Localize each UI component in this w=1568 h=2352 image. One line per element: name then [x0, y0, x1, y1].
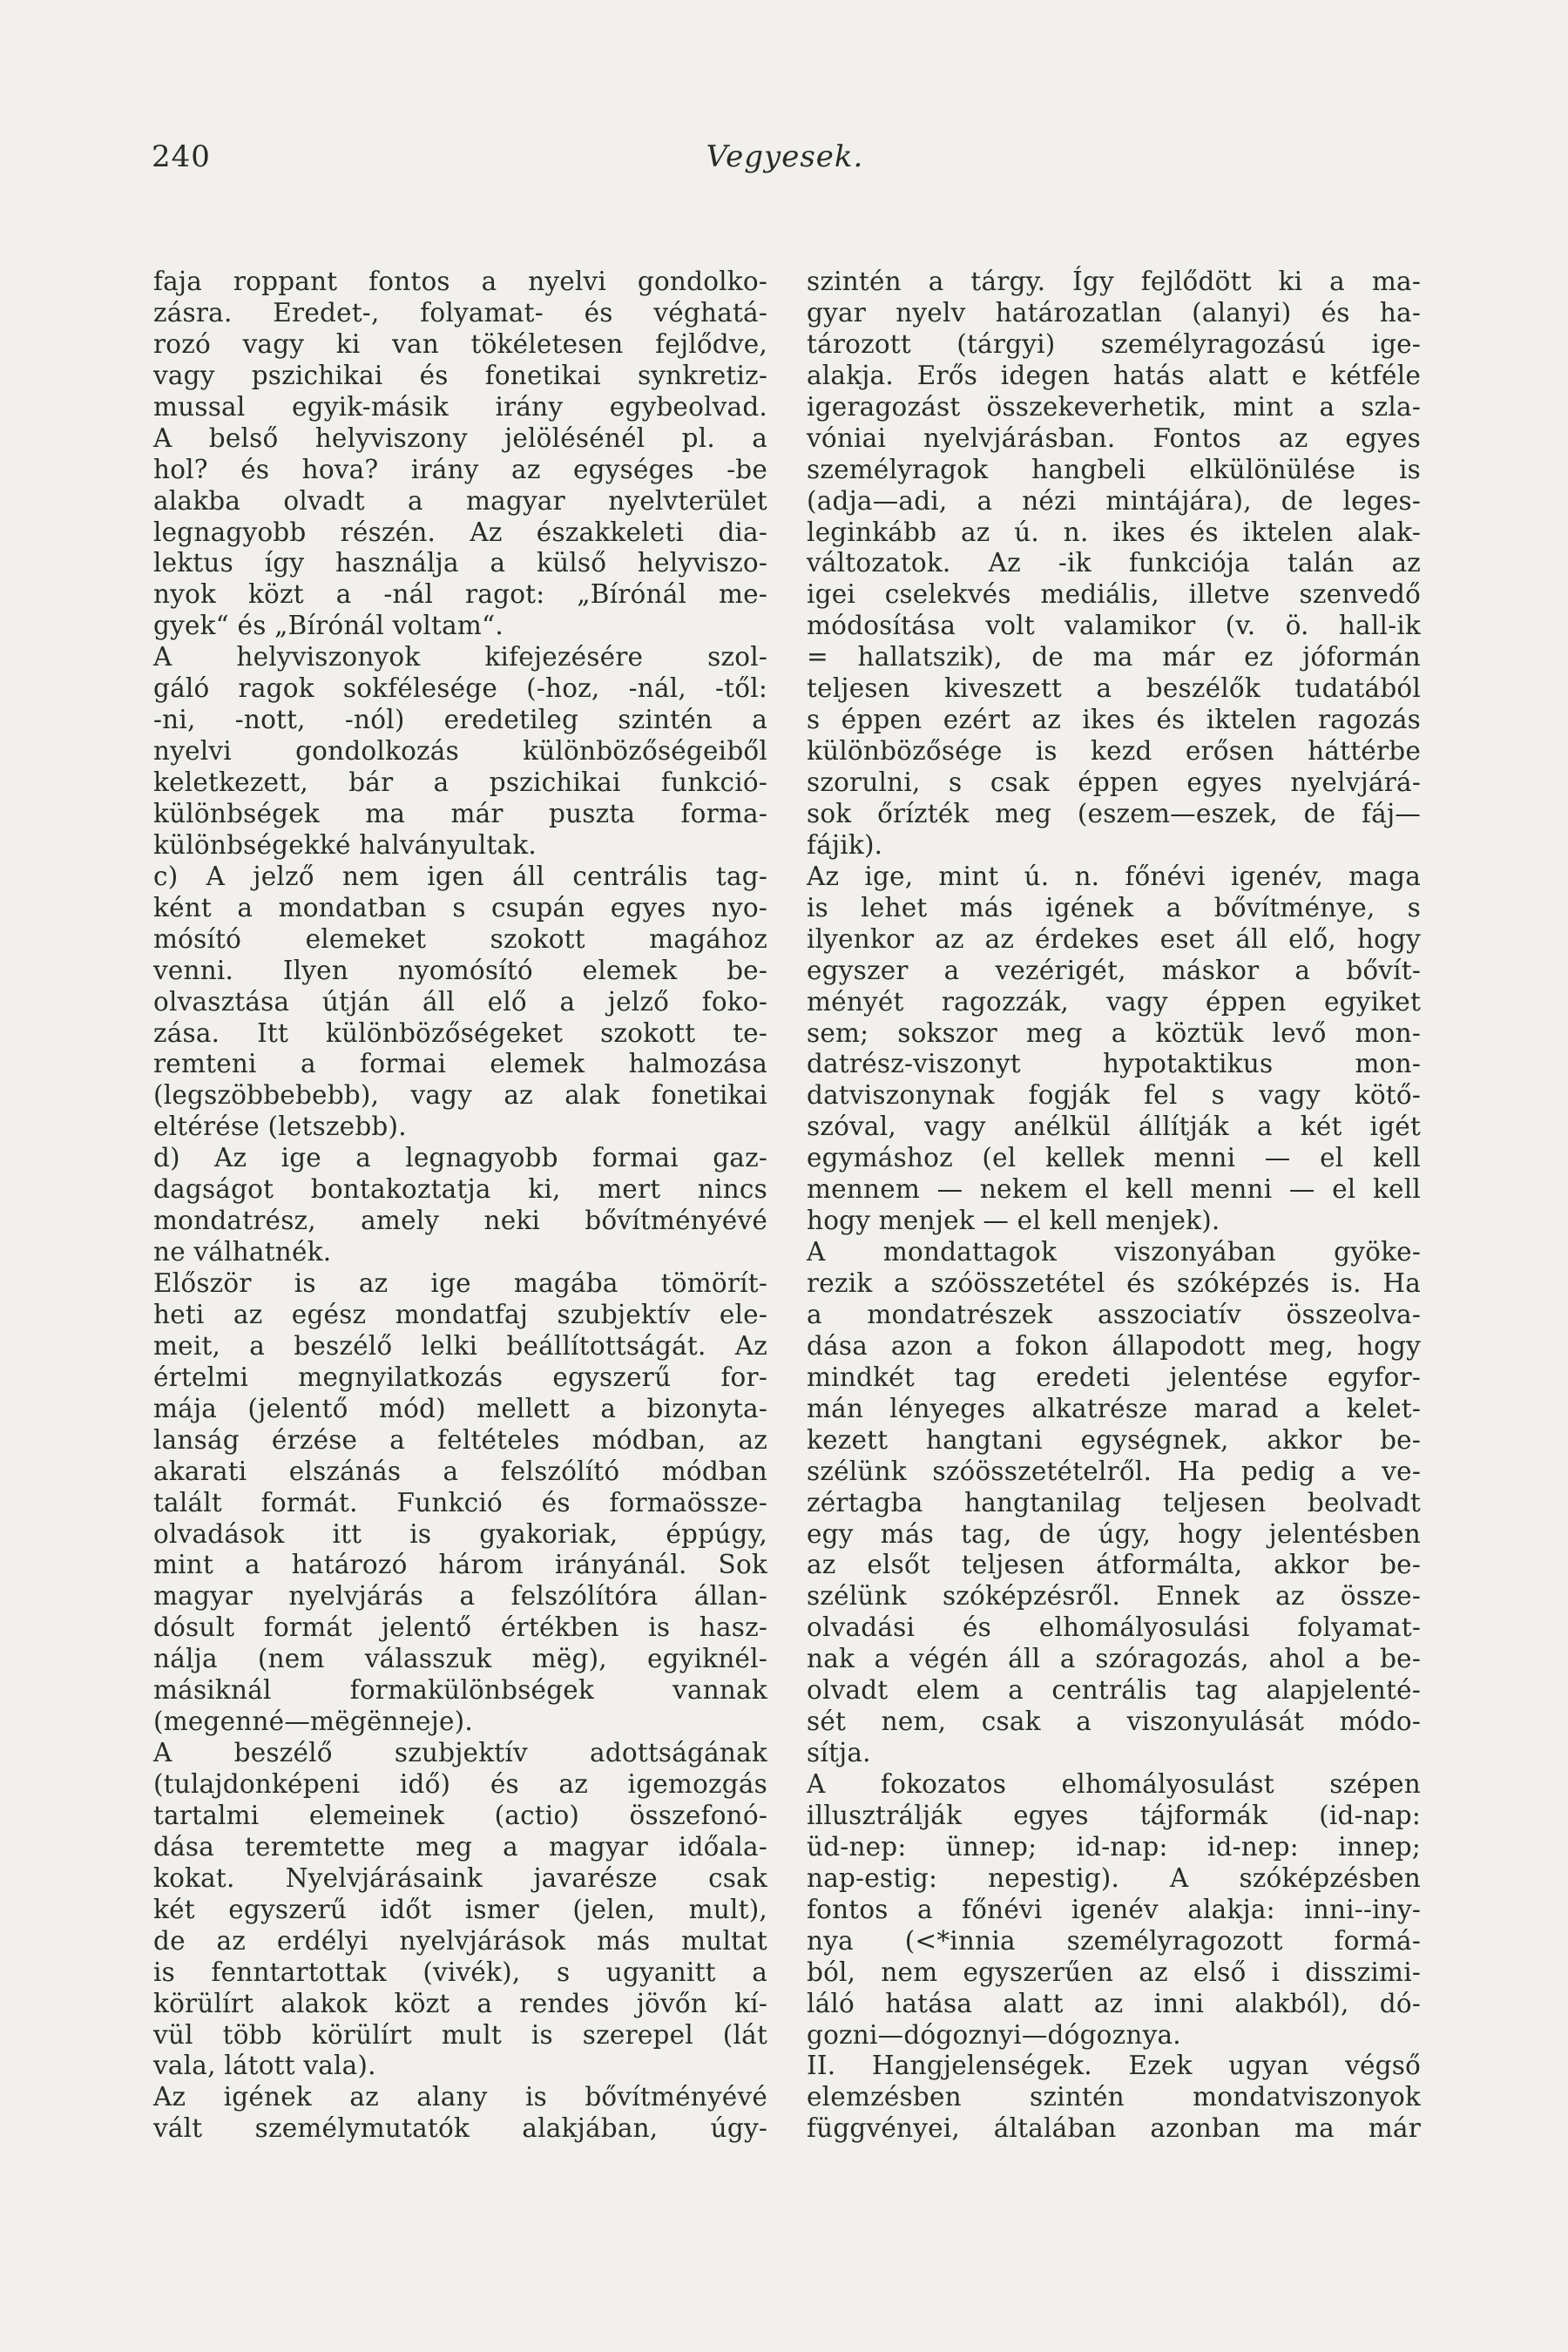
text-line: heti az egész mondatfaj szubjektív ele- — [153, 1299, 767, 1329]
text-line: is lehet más igének a bővítménye, s — [807, 892, 1421, 923]
text-line: fájik). — [807, 829, 883, 860]
text-line: személyragok hangbeli elkülönülése is — [807, 454, 1421, 484]
text-line: másiknál formakülönbségek vannak — [153, 1675, 767, 1706]
text-line: mussal egyik-másik irány egybeolvad. — [153, 391, 767, 422]
text-line: illusztrálják egyes tájformák (id-nap: — [807, 1800, 1421, 1830]
text-line: A beszélő szubjektív adottságának — [153, 1738, 767, 1768]
text-line: sét nem, csak a viszonyulását módo- — [807, 1707, 1421, 1737]
text-line: ményét ragozzák, vagy éppen egyiket — [807, 986, 1421, 1017]
text-line: datviszonynak fogják fel s vagy kötő- — [807, 1080, 1421, 1111]
text-line: tartalmi elemeinek (actio) összefonó- — [153, 1800, 767, 1830]
text-line: talált formát. Funkció és formaössze- — [153, 1487, 767, 1517]
text-line: nap-estig: nepestig). A szóképzésben — [807, 1862, 1421, 1893]
text-line: gozni—dógoznyi—dógoznya. — [807, 2019, 1181, 2050]
text-line: magyar nyelvjárás a felszólítóra állan- — [153, 1581, 767, 1612]
text-line: s éppen ezért az ikes és iktelen ragozás — [807, 705, 1421, 735]
text-line: tározott (tárgyi) személyragozású ige- — [807, 328, 1421, 359]
text-line: ként a mondatban s csupán egyes nyo- — [153, 892, 767, 923]
text-line: vala, látott vala). — [153, 2051, 376, 2081]
text-line: mondatrész, amely neki bővítményévé — [153, 1206, 767, 1236]
text-line: (megenné—mëgënneje). — [153, 1707, 473, 1737]
text-line: láló hatása alatt az inni alakból), dó- — [807, 1988, 1421, 2018]
text-line: olvasztása útján áll elő a jelző foko- — [153, 986, 767, 1017]
text-line: módosítása volt valamikor (v. ö. hall-ik — [807, 611, 1421, 641]
text-line: nálja (nem válasszuk mëg), egyiknél- — [153, 1644, 767, 1674]
text-line: gyek“ és „Bírónál voltam“. — [153, 611, 504, 641]
text-line: rozó vagy ki van tökéletesen fejlődve, — [153, 328, 767, 359]
text-line: alakba olvadt a magyar nyelvterület — [153, 485, 767, 516]
text-line: rezik a szóösszetétel és szóképzés is. Ha — [807, 1268, 1421, 1298]
text-line: nyok közt a -nál ragot: „Bírónál me- — [153, 579, 767, 610]
text-line: szintén a tárgy. Így fejlődött ki a ma- — [807, 267, 1421, 296]
text-line: olvadási és elhomályosulási folyamat- — [807, 1612, 1421, 1643]
text-line: kokat. Nyelvjárásaink javarésze csak — [153, 1862, 767, 1893]
text-line: egy más tag, de úgy, hogy jelentésben — [807, 1518, 1421, 1549]
text-line: mint a határozó három irányánál. Sok — [153, 1550, 767, 1580]
text-line: nyelvi gondolkozás különbözőségeiből — [153, 736, 767, 767]
text-line: hogy menjek — el kell menjek). — [807, 1206, 1220, 1236]
text-line: mósító elemeket szokott magához — [153, 923, 767, 954]
text-line: = hallatszik), de ma már ez jóformán — [807, 642, 1421, 672]
text-line: hol? és hova? irány az egységes -be — [153, 454, 767, 484]
text-line: nya (<*innia személyragozott formá- — [807, 1925, 1421, 1956]
page-number: 240 — [152, 139, 211, 174]
text-line: két egyszerű időt ismer (jelen, mult), — [153, 1894, 767, 1924]
text-line: is fenntartottak (vivék), s ugyanitt a — [153, 1957, 767, 1987]
right-column — [807, 267, 1421, 2145]
text-line: leginkább az ú. n. ikes és iktelen alak- — [807, 517, 1421, 547]
text-line: fontos a főnévi igenév alakja: inni--iny- — [807, 1894, 1421, 1924]
text-line: egyszer a vezérigét, máskor a bővít- — [807, 955, 1421, 985]
text-line: szorulni, s csak éppen egyes nyelvjárá- — [807, 767, 1421, 797]
text-line: -ni, -nott, -nól) eredetileg szintén a — [153, 705, 767, 735]
text-line: dása teremtette meg a magyar időala- — [153, 1831, 767, 1862]
text-line: mán lényeges alkatrésze marad a kelet- — [807, 1393, 1421, 1423]
text-line: meit, a beszélő lelki beállítottságát. Az — [153, 1330, 767, 1361]
text-line: vóniai nyelvjárásban. Fontos az egyes — [807, 422, 1421, 453]
text-line: dagságot bontakoztatja ki, mert nincs — [153, 1174, 767, 1205]
text-line: gyar nyelv határozatlan (alanyi) és ha- — [807, 297, 1421, 328]
text-line: vagy pszichikai és fonetikai synkretiz- — [153, 360, 767, 390]
text-line: eltérése (letszebb). — [153, 1112, 407, 1142]
text-line: (adja—adi, a nézi mintájára), de leges- — [807, 485, 1421, 516]
text-line: A helyviszonyok kifejezésére szol- — [153, 642, 767, 672]
text-line: gáló ragok sokfélesége (-hoz, -nál, -től: — [153, 673, 767, 704]
text-line: dósult formát jelentő értékben is hasz- — [153, 1612, 767, 1643]
text-line: sítja. — [807, 1738, 871, 1768]
text-line: szélünk szóképzésről. Ennek az össze- — [807, 1581, 1421, 1612]
text-line: igeragozást összekeverhetik, mint a szla- — [807, 391, 1421, 422]
text-line: A mondattagok viszonyában gyöke- — [807, 1237, 1421, 1267]
text-line: keletkezett, bár a pszichikai funkció- — [153, 767, 767, 797]
text-line: az elsőt teljesen átformálta, akkor be- — [807, 1550, 1421, 1580]
text-line: akarati elszánás a felszólító módban — [153, 1456, 767, 1486]
text-line: szélünk szóösszetételről. Ha pedig a ve- — [807, 1456, 1421, 1486]
text-line: ból, nem egyszerűen az első i disszimi- — [807, 1957, 1421, 1987]
text-line: mája (jelentő mód) mellett a bizonyta- — [153, 1393, 767, 1423]
text-line: de az erdélyi nyelvjárások más multat — [153, 1925, 767, 1956]
text-line: elemzésben szintén mondatviszonyok — [807, 2082, 1421, 2112]
text-line: (legszöbbebebb), vagy az alak fonetikai — [153, 1080, 767, 1111]
text-line: különbségek ma már puszta forma- — [153, 798, 767, 828]
text-line: változatok. Az -ik funkciója talán az — [807, 548, 1421, 578]
text-line: mindkét tag eredeti jelentése egyfor- — [807, 1362, 1421, 1392]
text-line: zásra. Eredet-, folyamat- és véghatá- — [153, 297, 767, 328]
text-line: sem; sokszor meg a köztük levő mon- — [807, 1017, 1421, 1048]
text-line: Az igének az alany is bővítményévé — [153, 2082, 767, 2112]
text-line: különbségekké halványultak. — [153, 829, 537, 860]
text-line: körülírt alakok közt a rendes jövőn kí- — [153, 1988, 767, 2018]
text-line: Az ige, mint ú. n. főnévi igenév, maga — [807, 861, 1421, 891]
text-line: ne válhatnék. — [153, 1237, 332, 1267]
text-line: igei cselekvés mediális, illetve szenvedő — [807, 579, 1421, 610]
text-line: vül több körülírt mult is szerepel (lát — [153, 2019, 767, 2050]
text-line: faja roppant fontos a nyelvi gondolko- — [153, 267, 767, 296]
text-line: lektus így használja a külső helyviszo- — [153, 548, 767, 578]
text-line: dása azon a fokon állapodott meg, hogy — [807, 1330, 1421, 1361]
text-line: c) A jelző nem igen áll centrális tag- — [153, 861, 767, 891]
text-line: lanság érzése a feltételes módban, az — [153, 1424, 767, 1455]
text-line: zása. Itt különbözőségeket szokott te- — [153, 1017, 767, 1048]
text-line: legnagyobb részén. Az északkeleti dia- — [153, 517, 767, 547]
text-line: alakja. Erős idegen hatás alatt e kétféle — [807, 360, 1421, 390]
left-column — [153, 267, 767, 2145]
text-line: üd-nep: ünnep; id-nap: id-nep: innep; — [807, 1831, 1421, 1862]
text-line: vált személymutatók alakjában, úgy- — [153, 2113, 767, 2144]
text-line: remteni a formai elemek halmozása — [153, 1049, 767, 1079]
text-line: egymáshoz (el kellek menni — el kell — [807, 1143, 1421, 1173]
text-line: mennem — nekem el kell menni — el kell — [807, 1174, 1421, 1205]
text-line: sok őrízték meg (eszem—eszek, de fáj— — [807, 798, 1421, 828]
text-line: értelmi megnyilatkozás egyszerű for- — [153, 1362, 767, 1392]
text-line: szóval, vagy anélkül állítják a két igét — [807, 1112, 1421, 1142]
text-line: datrész-viszonyt hypotaktikus mon- — [807, 1049, 1421, 1079]
text-line: (tulajdonképeni idő) és az igemozgás — [153, 1769, 767, 1799]
text-line: függvényei, általában azonban ma már — [807, 2113, 1421, 2144]
text-line: különbözősége is kezd erősen háttérbe — [807, 736, 1421, 767]
text-line: zértagba hangtanilag teljesen beolvadt — [807, 1487, 1421, 1517]
text-line: II. Hangjelenségek. Ezek ugyan végső — [807, 2051, 1421, 2081]
text-line: ilyenkor az az érdekes eset áll elő, hogy — [807, 923, 1421, 954]
page-header — [152, 139, 1418, 192]
text-line: a mondatrészek asszociatív összeolva- — [807, 1299, 1421, 1329]
text-line: A fokozatos elhomályosulást szépen — [807, 1769, 1421, 1799]
text-line: d) Az ige a legnagyobb formai gaz- — [153, 1143, 767, 1173]
text-line: olvadások itt is gyakoriak, éppúgy, — [153, 1518, 767, 1549]
text-line: Először is az ige magába tömörít- — [153, 1268, 767, 1298]
text-line: teljesen kiveszett a beszélők tudatából — [807, 673, 1421, 704]
text-line: venni. Ilyen nyomósító elemek be- — [153, 955, 767, 985]
text-line: nak a végén áll a szóragozás, ahol a be- — [807, 1644, 1421, 1674]
text-line: A belső helyviszony jelölésénél pl. a — [153, 422, 767, 453]
running-title: Vegyesek. — [706, 139, 864, 174]
text-line: kezett hangtani egységnek, akkor be- — [807, 1424, 1421, 1455]
text-line: olvadt elem a centrális tag alapjelenté- — [807, 1675, 1421, 1706]
